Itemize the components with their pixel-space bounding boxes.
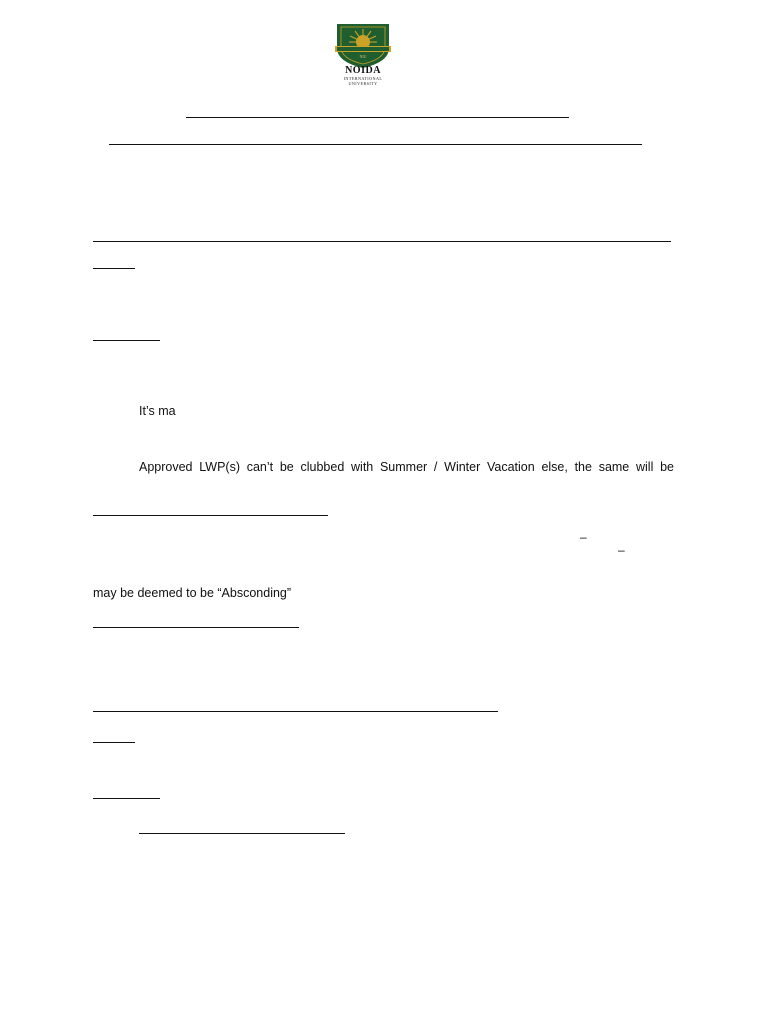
section-rule-1-tail — [93, 268, 135, 269]
logo-subtitle-line1: INTERNATIONAL — [343, 76, 383, 81]
section-rule-2 — [93, 711, 498, 712]
logo-subtitle-line2: UNIVERSITY — [348, 80, 378, 86]
absconding-note: may be deemed to be “Absconding” — [93, 586, 292, 600]
title-rule-1 — [186, 117, 569, 118]
dash-mark-2: – — [618, 543, 625, 557]
section-rule-2-tail — [93, 742, 135, 743]
dash-mark-1: – — [580, 530, 587, 544]
heading-underline-2 — [93, 515, 328, 516]
logo-initials: NIU — [359, 54, 367, 59]
section-rule-1 — [93, 241, 671, 242]
university-logo — [331, 22, 395, 88]
mandatory-fragment: It’s ma — [139, 404, 176, 418]
logo-wordmark: NOIDA — [345, 65, 381, 76]
subheading-underline — [139, 833, 345, 834]
heading-underline-4 — [93, 798, 160, 799]
heading-underline-1 — [93, 340, 160, 341]
heading-underline-3 — [93, 627, 299, 628]
logo-subtitle — [331, 77, 395, 86]
title-rule-2 — [109, 144, 642, 145]
lwp-note: Approved LWP(s) can’t be clubbed with Summer / Winter Vacation else, the same will be — [139, 460, 674, 474]
